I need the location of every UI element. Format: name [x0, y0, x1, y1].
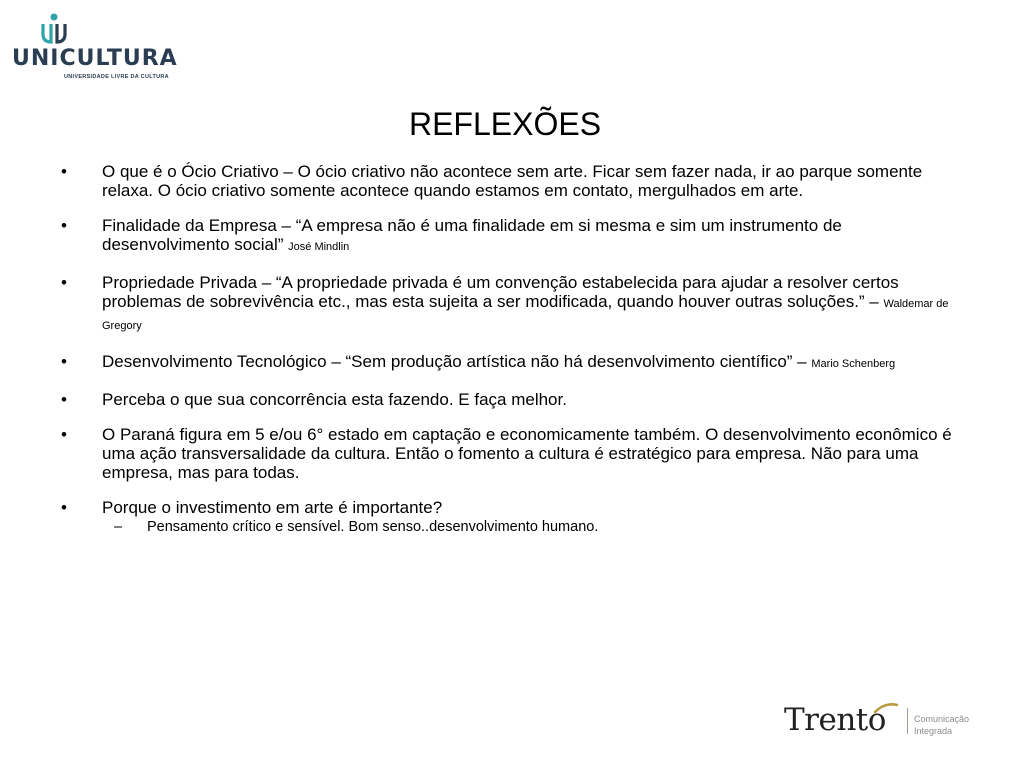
- trento-tagline-1: Comunicação: [914, 714, 970, 724]
- bullet-text: Finalidade da Empresa – “A empresa não é uma finalidade em si mesma e sim um instrumento de desenvolvimento social”: [102, 216, 842, 254]
- sub-bullet-marker: –: [114, 519, 123, 535]
- bullet-item: [58, 498, 968, 517]
- unicultura-symbol-icon: [34, 12, 74, 46]
- trento-tagline-2: Integrada: [914, 726, 953, 736]
- bullet-marker: •: [61, 162, 67, 181]
- bullet-text: Perceba o que sua concorrência esta fazendo. E faça melhor.: [102, 390, 567, 409]
- bullet-item: [58, 352, 968, 374]
- page-title: REFLEXÕES: [408, 106, 602, 142]
- sub-bullet-text: Pensamento crítico e sensível. Bom senso..desenvolvimento humano.: [147, 519, 599, 535]
- logo-tagline: UNIVERSIDADE LIVRE DA CULTURA: [64, 74, 169, 80]
- bullet-text: Porque o investimento em arte é importante?: [102, 498, 443, 517]
- bullet-text: O que é o Ócio Criativo – O ócio criativo não acontece sem arte. Ficar sem fazer nada, ir ao parque somente relaxa. O ócio criativo somente acontece quando estamos em contato, mergulhados em arte.: [102, 162, 923, 200]
- unicultura-logo: [12, 12, 178, 80]
- bullet-marker: •: [61, 425, 67, 444]
- bullet-text: Propriedade Privada – “A propriedade privada é um convenção estabelecida para ajudar a resolver certos problemas de sobrevivência etc., mas esta sujeita a ser modificada, quando houver outras soluções.” –: [102, 273, 899, 311]
- bullet-list: [58, 162, 968, 537]
- bullet-attribution: José Mindlin: [288, 241, 350, 253]
- bullet-item: [58, 273, 968, 336]
- trento-accent-icon: [873, 702, 899, 714]
- bullet-text: O Paraná figura em 5 e/ou 6° estado em captação e economicamente também. O desenvolvimento econômico é uma ação transversalidade da cultura. Então o fomento a cultura é estratégico para empresa. Não para uma empresa, mas para todas.: [102, 425, 952, 482]
- bullet-item: [58, 162, 968, 200]
- bullet-marker: •: [61, 352, 67, 371]
- logo-name: UNICULTURA: [12, 46, 178, 71]
- trento-brand-name: Trento: [784, 702, 886, 738]
- bullet-item: [58, 425, 968, 482]
- bullet-text: Desenvolvimento Tecnológico – “Sem produção artística não há desenvolvimento científico” –: [102, 352, 807, 371]
- bullet-marker: •: [61, 216, 67, 235]
- bullet-marker: •: [61, 273, 67, 292]
- sub-bullet-item: [58, 518, 968, 537]
- bullet-item: [58, 390, 968, 409]
- bullet-item: [58, 216, 968, 257]
- bullet-attribution: Mario Schenberg: [811, 358, 896, 370]
- bullet-marker: •: [61, 390, 67, 409]
- bullet-marker: •: [61, 498, 67, 517]
- trento-logo: [784, 702, 984, 742]
- logo-divider: [907, 708, 908, 734]
- bullet-attribution: Waldemar de Gregory: [102, 298, 949, 332]
